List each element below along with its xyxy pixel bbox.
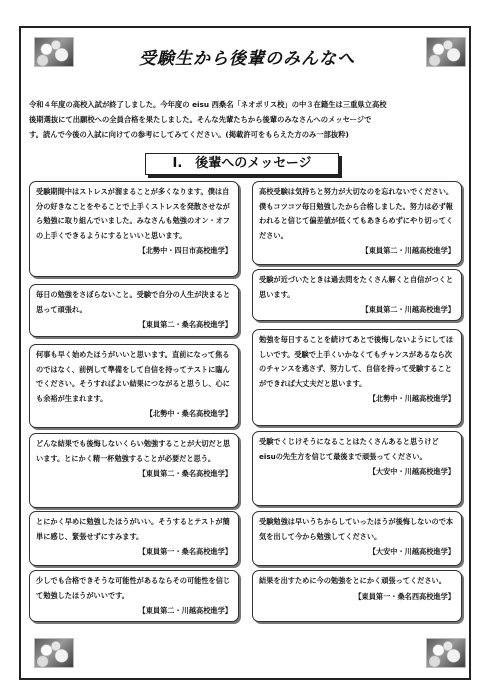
cherry-blossom-decoration: [34, 37, 74, 67]
message-card: [252, 329, 462, 426]
message-school: 【東員第二・桑名高校進学】: [138, 320, 232, 329]
message-card: [29, 570, 239, 622]
message-card: [252, 269, 462, 321]
message-school: 【大安中・川越高校進学】: [368, 467, 455, 476]
message-text: 受験期間中はストレスが溜まることが多くなります。僕は自分の好きなことをやることで上手くストレスを発散させながら勉強に取り組んでいました。みなさんも勉強のオン・オフの上手くできるようにするといいと思います。: [36, 187, 230, 240]
message-school: 【東員第二・桑名高校進学】: [138, 469, 232, 478]
message-card: [252, 570, 462, 622]
message-card: [252, 431, 462, 506]
cherry-blossom-decoration: [34, 638, 74, 668]
message-card: [252, 511, 462, 566]
message-school: 【北勢中・桑名高校進学】: [145, 409, 232, 418]
intro-paragraph: [29, 97, 467, 142]
message-text: どんな結果でも後悔しないくらい勉強することが大切だと思います。とにかく精一杯勉強することが必要だと思う。: [36, 439, 231, 463]
message-school: 【東員第二・川越高校進学】: [361, 246, 455, 255]
message-text: 少しでも合格できそうな可能性があるならその可能性を信じて勉強したほうがいいです。: [36, 576, 231, 600]
message-school: 【東員第二・川越高校進学】: [361, 305, 455, 314]
page-title: 受験生から後輩のみんなへ: [139, 49, 355, 69]
message-text: 高校受験は気持ちと努力が大切なのを忘れないでください。僕もコツコツ毎日勉強したから合格しました。努力は必ず報われると信じて偏差値が低くてもあきらめずにやり切ってください。: [259, 187, 454, 240]
intro-line: 後期選抜にて出願校への全員合格を果たしました。そんな先輩たちから後輩のみなさんへのメッセージで: [29, 115, 372, 124]
message-card: [29, 181, 239, 277]
message-card: [29, 511, 239, 566]
message-text: 勉強を毎日することを続けてあとで後悔しないようにしてほしいです。受験で上手くいかなくてもチャンスがあるなら次のチャンスを逃さず、努力して、自信を持って受験することができれば大丈夫だと思います。: [259, 335, 454, 388]
message-text: 結果を出すために今の勉強をとにかく頑張ってください。: [259, 576, 446, 585]
message-text: 毎日の勉強をさぼらないこと。受験で自分の人生が決まると思って頑張れ。: [36, 290, 231, 314]
message-card: [29, 344, 239, 428]
cherry-blossom-decoration: [426, 638, 466, 668]
message-text: 受験勉強は早いうちからしていったほうが後悔しないので本気を出して今から勉強してください。: [259, 517, 454, 541]
message-school: 【東員第一・桑名高校進学】: [138, 547, 232, 556]
message-text: とにかく早めに勉強したほうがいい。そうするとテストが簡単に感じ、緊張せずにすみます。: [36, 517, 230, 541]
message-school: 【北勢中・川越高校進学】: [368, 394, 455, 403]
message-card: [29, 433, 239, 508]
message-text: 何事も早く始めたほうがいいと思います。直前になって焦るのではなく、前例して準備をして自信を持ってテストに臨んでください。そうすればよい結果につながると思うし、心にも余裕が生まれます。: [36, 350, 230, 403]
message-school: 【大安中・川越高校進学】: [368, 547, 455, 556]
intro-line: す。読んで今後の入試に向けての参考にしてみてください。(掲載許可をもらえた方のみ一部抜粋): [29, 130, 349, 139]
message-school: 【東員第二・川越高校進学】: [138, 606, 232, 615]
section-heading: Ⅰ. 後輩へのメッセージ: [145, 153, 339, 175]
message-text: 受験が近づいたときは過去問をたくさん解くと自信がつくと思います。: [259, 275, 454, 299]
intro-line: 令和４年度の高校入試が終了しました。今年度の eisu 西桑名「ネオポリス校」の中３在籍生は三重県立高校: [29, 100, 387, 109]
message-card: [252, 181, 462, 265]
message-card: [29, 284, 239, 337]
message-school: 【北勢中・四日市高校進学】: [138, 246, 232, 255]
message-text: 受験でくじけそうになることはたくさんあると思うけどeisuの先生方を信じて最後まで頑張ってください。: [259, 437, 439, 461]
message-school: 【東員第一・桑名西高校進学】: [354, 591, 455, 601]
cherry-blossom-decoration: [426, 37, 466, 67]
